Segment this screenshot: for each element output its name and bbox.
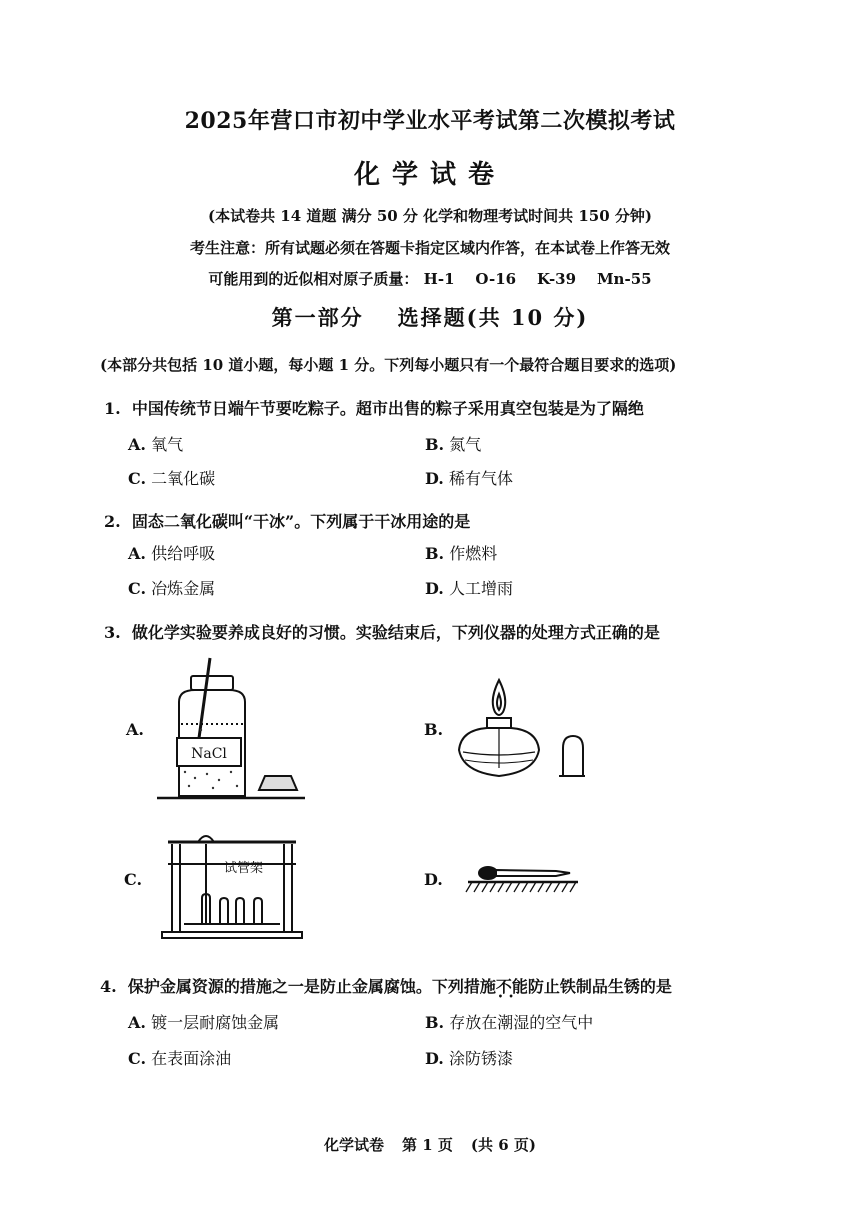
dropper-bulb bbox=[479, 867, 497, 879]
atomic-masses-label: 可能用到的近似相对原子质量： bbox=[208, 270, 419, 288]
atomic-mass-item: K-39 bbox=[537, 270, 577, 288]
option-3c-label[interactable]: C. bbox=[124, 870, 143, 889]
lamp-cap bbox=[563, 736, 583, 776]
option-2d[interactable]: D. 人工增雨 bbox=[425, 579, 513, 598]
option-1d[interactable]: D. 稀有气体 bbox=[425, 469, 513, 488]
stopper bbox=[259, 776, 297, 790]
section-name: 选择题(共 10 分) bbox=[397, 305, 589, 330]
page-footer bbox=[0, 1134, 860, 1155]
footer-subject: 化学试卷 bbox=[324, 1136, 385, 1154]
question-3 bbox=[104, 620, 660, 643]
test-tube-rack-figure bbox=[158, 828, 308, 940]
spatula bbox=[199, 658, 210, 738]
option-4d[interactable]: D. 涂防锈漆 bbox=[425, 1049, 513, 1068]
question-number: 2. bbox=[104, 512, 121, 531]
alcohol-lamp-figure bbox=[455, 672, 585, 787]
footer-total: (共 6 页) bbox=[470, 1136, 536, 1154]
option-3a-label[interactable]: A. bbox=[126, 720, 144, 739]
dropper-tube bbox=[496, 870, 570, 876]
section-part: 第一部分 bbox=[271, 305, 364, 330]
question-4 bbox=[100, 974, 672, 997]
atomic-masses-line bbox=[0, 268, 860, 289]
lamp-neck bbox=[487, 718, 511, 728]
section-instruction: (本部分共包括 10 道小题，每小题 1 分。下列每小题只有一个最符合题目要求的选项) bbox=[100, 356, 677, 374]
question-1 bbox=[104, 396, 644, 419]
option-4a[interactable]: A. 镀一层耐腐蚀金属 bbox=[128, 1013, 280, 1032]
option-4b[interactable]: B. 存放在潮湿的空气中 bbox=[425, 1013, 594, 1032]
footer-page: 第 1 页 bbox=[402, 1136, 453, 1154]
option-1b[interactable]: B. 氮气 bbox=[425, 435, 482, 454]
option-1a[interactable]: A. 氧气 bbox=[128, 435, 184, 454]
question-text: 固态二氧化碳叫“干冰”。下列属于干冰用途的是 bbox=[131, 512, 471, 531]
option-3b-label[interactable]: B. bbox=[424, 720, 444, 739]
atomic-mass-item: Mn-55 bbox=[596, 270, 652, 288]
option-2a[interactable]: A. 供给呼吸 bbox=[128, 544, 216, 563]
reagent-bottle-figure bbox=[155, 650, 315, 805]
question-number: 1. bbox=[104, 399, 121, 418]
atomic-mass-item: O-16 bbox=[475, 270, 517, 288]
exam-notice: 考生注意：所有试题必须在答题卡指定区域内作答，在本试卷上作答无效 bbox=[189, 239, 670, 257]
question-text: 做化学实验要养成良好的习惯。实验结束后，下列仪器的处理方式正确的是 bbox=[131, 623, 660, 642]
exam-info: (本试卷共 14 道题 满分 50 分 化学和物理考试时间共 150 分钟) bbox=[207, 207, 653, 225]
question-text-end: 防止铁制品生锈的是 bbox=[527, 977, 672, 996]
dropper-figure bbox=[460, 860, 585, 896]
question-text: 保护金属资源的措施之一是防止金属腐蚀。下列措施 bbox=[127, 977, 496, 996]
option-2b[interactable]: B. 作燃料 bbox=[425, 544, 498, 563]
option-2c[interactable]: C. 冶炼金属 bbox=[128, 579, 216, 598]
section-heading bbox=[0, 302, 860, 332]
question-emphasis: 不能 • • bbox=[496, 977, 528, 996]
question-2 bbox=[104, 509, 470, 532]
option-1c[interactable]: C. 二氧化碳 bbox=[128, 469, 216, 488]
question-number: 4. bbox=[100, 977, 117, 996]
bottle-label: NaCl bbox=[191, 746, 227, 762]
question-text: 中国传统节日端午节要吃粽子。超市出售的粽子采用真空包装是为了隔绝 bbox=[131, 399, 644, 418]
rack-base bbox=[162, 932, 302, 938]
option-4c[interactable]: C. 在表面涂油 bbox=[128, 1049, 232, 1068]
bottle-neck bbox=[191, 676, 233, 690]
exam-title: 2025年营口市初中学业水平考试第二次模拟考试 bbox=[184, 108, 676, 134]
question-number: 3. bbox=[104, 623, 121, 642]
rack-label: 试管架 bbox=[224, 861, 264, 876]
option-3d-label[interactable]: D. bbox=[424, 870, 443, 889]
atomic-mass-item: H-1 bbox=[423, 270, 455, 288]
subject-title: 化学试卷 bbox=[353, 160, 506, 190]
